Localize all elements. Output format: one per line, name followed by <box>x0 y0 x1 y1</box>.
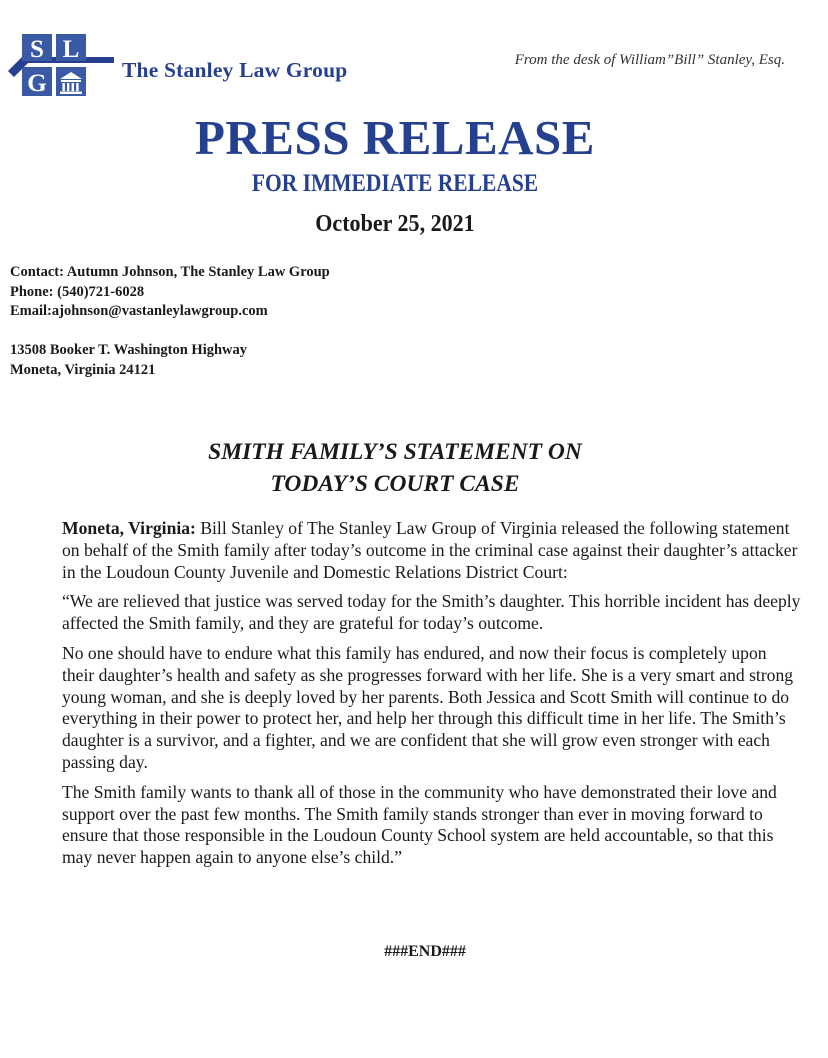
headline-line-1: SMITH FAMILY’S STATEMENT ON <box>208 439 582 465</box>
immediate-release-subtitle: FOR IMMEDIATE RELEASE <box>251 170 539 197</box>
firm-logo <box>8 30 408 105</box>
paragraph-1-text: Bill Stanley of The Stanley Law Group of Virginia released the following statement on behalf of the Smith family after today’s outcome in the criminal case against their daughter’s attacker in the Loudoun County Juvenile and Domestic Relations District Court: <box>62 518 798 582</box>
desk-note: From the desk of William”Bill” Stanley, Esq. <box>514 52 785 68</box>
release-date: October 25, 2021 <box>315 210 475 237</box>
contact-phone: Phone: (540)721-6028 <box>10 283 145 300</box>
contact-spacer <box>10 322 330 342</box>
contact-name: Contact: Autumn Johnson, The Stanley Law Group <box>10 264 330 280</box>
logo-letter-g: G <box>27 70 47 97</box>
firm-name: The Stanley Law Group <box>122 58 348 82</box>
slg-logo-mark <box>8 30 114 105</box>
contact-email: Email:ajohnson@vastanleylawgroup.com <box>10 303 268 319</box>
end-mark: ###END### <box>384 943 466 960</box>
statement-body <box>62 518 802 877</box>
address-line-2: Moneta, Virginia 24121 <box>10 361 156 378</box>
statement-headline <box>0 436 790 500</box>
slg-logo-svg <box>8 30 114 105</box>
logo-letter-s: S <box>30 36 44 63</box>
press-release-title: PRESS RELEASE <box>194 110 595 165</box>
dateline: Moneta, Virginia: <box>62 518 196 538</box>
logo-letter-l: L <box>62 36 80 63</box>
headline-line-2: TODAY’S COURT CASE <box>270 471 520 497</box>
body-paragraph-4: The Smith family wants to thank all of those in the community who have demonstrated their love and support over the past few months. The Smith family stands stronger than ever in moving forward to ensure that those responsible in the Loudoun County School system are held accountable, so that this may never happen again to anyone else’s child.” <box>62 781 777 868</box>
address-line-1: 13508 Booker T. Washington Highway <box>10 342 248 358</box>
body-paragraph-1 <box>62 518 802 583</box>
body-paragraph-2: “We are relieved that justice was served today for the Smith’s daughter. This horrible incident has deeply affected the Smith family, and they are grateful for today’s outcome. <box>62 591 801 634</box>
contact-block <box>10 263 330 380</box>
body-paragraph-3: No one should have to endure what this family has endured, and now their focus is completely upon their daughter’s health and safety as she progresses forward with her life. She is a very smart and strong young woman, and she is deeply loved by her parents. Both Jessica and Scott Smith will continue to do everything in their power to protect her, and help her through this difficult time in her life. The Smith’s daughter is a survivor, and a fighter, and we are confident that she will grow even stronger with each passing day. <box>62 642 794 772</box>
